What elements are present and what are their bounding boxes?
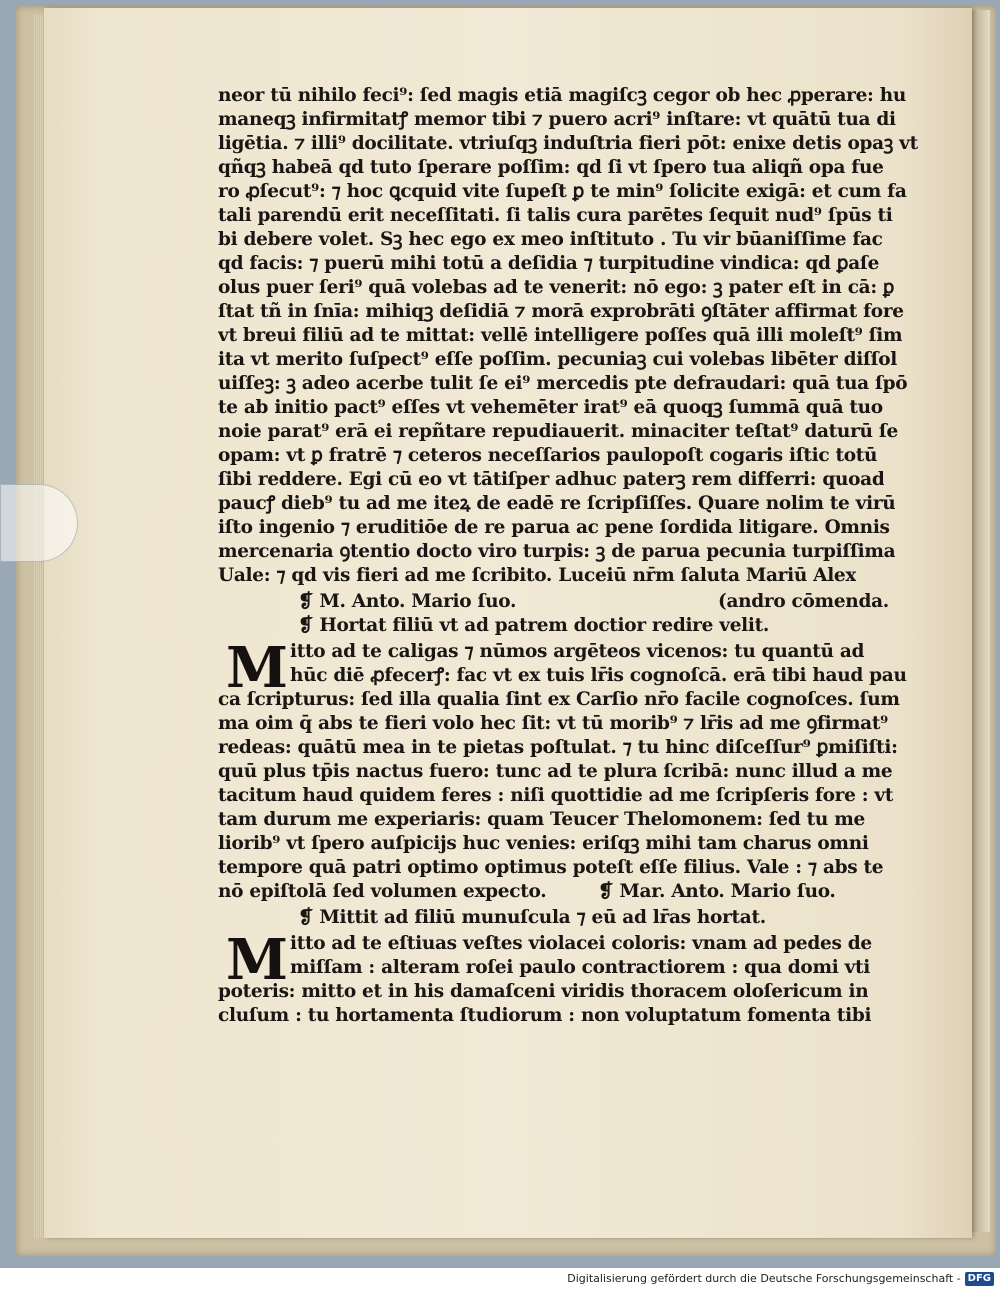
text-line: qñqꝫ habeā qd tuto ſperare poſſim: qd ſi vt ſpero tua aliqñ opa fue (218, 157, 884, 178)
text-line: redeas: quātū mea in te pietas poſtulat. ⁊ tu hinc diſceſſur⁹ ꝑmiſiſti: (218, 737, 898, 758)
letter-heading: ❡ M. Anto. Mario ſuo. (298, 591, 517, 612)
text-line: quū plus tp̄is nactus fuero: tunc ad te plura ſcribā: nunc illud a me (218, 761, 893, 782)
text-line: itto ad te eſtiuas veſtes violacei coloris: vnam ad pedes de (290, 933, 872, 954)
text-line: mercenaria ꝯtentio docto viro turpis: ꝫ de parua pecunia turpiſſima (218, 541, 896, 562)
text-line: ſtat tñ in ſnīa: mihiqꝫ deſidiā ⁊ morā exprobrāti ꝯſtāter affirmat fore (218, 301, 904, 322)
text-line: Uale: ⁊ qd vis fieri ad me ſcribito. Luceiū nr̄m ſaluta Mariū Alex (218, 565, 857, 586)
text-line: tali parendū erit neceſſitati. ſi talis cura parētes ſequit nud⁹ ſpūs ti (218, 205, 893, 226)
side-note: (andro cōmenda. (718, 591, 889, 612)
text-line: tacitum haud quidem feres : niſi quottidie ad me ſcripſeris fore : vt (218, 785, 894, 806)
text-line: poteris: mitto et in his damaſceni viridis thoracem oloſericum in (218, 981, 869, 1002)
text-line: ita vt merito ſuſpect⁹ eſſe poſſim. pecuniaꝫ cui volebas libēter diſſol (218, 349, 898, 370)
text-line: noie parat⁹ erā ei repñtare repudiauerit. minaciter teſtat⁹ daturū ſe (218, 421, 898, 442)
page-clip (0, 484, 78, 562)
text-line: opam: vt ꝑ fratrē ⁊ ceteros neceſſarios paulopoſt cogaris iſtic totū (218, 445, 878, 466)
text-line: ma oim q̄ abs te fieri volo hec ſit: vt tū morib⁹ ⁊ lr̄is ad me ꝯfirmat⁹ (218, 713, 888, 734)
text-line: neor tū nihilo feci⁹: ſed magis etiā magiſcꝫ cegor ob hec ꝓperare: hu (218, 85, 907, 106)
text-line: paucꝭ dieb⁹ tu ad me iteꝝ de eadē re ſcripſiſſes. Quare nolim te virū (218, 493, 896, 514)
text-line: ro ꝓſecut⁹: ⁊ hoc ꝗcquid vite ſupeſt ꝑ te min⁹ ſolicite exigā: et cum fa (218, 181, 907, 202)
text-line: ligētia. ⁊ illi⁹ docilitate. vtriuſqꝫ induſtria fieri pōt: enixe detis opaꝫ vt (218, 133, 918, 154)
text-line: te ab initio pact⁹ eſſes vt vehemēter irat⁹ eā quoqꝫ ſummā quā tuo (218, 397, 883, 418)
text-line: bi debere volet. Sꝫ hec ego ex meo inſtituto . Tu vir būaniſſime fac (218, 229, 883, 250)
text-line: maneqꝫ infirmitatꝭ memor tibi ⁊ puero acri⁹ inſtare: vt quātū tua di (218, 109, 896, 130)
text-line: liorib⁹ vt ſpero auſpicijs huc venies: eriſqꝫ mihi tam charus omni (218, 833, 869, 854)
text-line: iſto ingenio ⁊ eruditiōe de re parua ac pene ſordida litigare. Omnis (218, 517, 890, 538)
funding-notice: Digitalisierung gefördert durch die Deutsche Forschungsgemeinschaft - (567, 1272, 961, 1285)
letter-summary: ❡ Hortat filiū vt ad patrem doctior redire velit. (298, 615, 769, 636)
letter-heading: ❡ Mar. Anto. Mario ſuo. (598, 881, 836, 902)
drop-cap: M (226, 927, 288, 993)
text-line: itto ad te caligas ⁊ nūmos argēteos vicenos: tu quantū ad (290, 641, 865, 662)
text-line: ca ſcripturus: ſed illa qualia ſint ex Carſio nr̄o facile cognoſces. ſum (218, 689, 900, 710)
text-line: hūc diē ꝓfecerꝭ: fac vt ex tuis lr̄is cognoſcā. erā tibi haud pau (290, 665, 907, 686)
text-line: olus puer ſeri⁹ quā volebas ad te venerit: nō ego: ꝫ pater eſt in cā: ꝑ (218, 277, 895, 298)
text-line: miſſam : alteram roſei paulo contractiorem : qua domi vti (290, 957, 871, 978)
right-page-edge (972, 10, 990, 1232)
drop-cap: M (226, 635, 288, 701)
text-line: nō epiſtolā ſed volumen expecto. (218, 881, 547, 902)
dfg-logo: DFG (965, 1272, 994, 1286)
letter-summary: ❡ Mittit ad filiū munuſcula ⁊ eū ad lr̄as hortat. (298, 907, 766, 928)
text-line: tempore quā patri optimo optimus poteſt eſſe filius. Vale : ⁊ abs te (218, 857, 884, 878)
text-line: qd facis: ⁊ puerū mihi totū a deſidia ⁊ turpitudine vindica: qd ꝑaſe (218, 253, 880, 274)
text-line: vt breui filiū ad te mittat: vellē intelligere poſſes quā illi moleſt⁹ ſim (218, 325, 903, 346)
footer-bar (0, 1268, 1000, 1289)
text-line: uiſſeꝫ: ꝫ adeo acerbe tulit ſe ei⁹ mercedis pte defraudari: quā tua ſpō (218, 373, 908, 394)
text-line: tam durum me experiaris: quam Teucer Thelomonem: ſed tu me (218, 809, 865, 830)
text-line: ſibi reddere. Egi cū eo vt tātiſper adhuc paterꝫ rem differri: quoad (218, 469, 885, 490)
text-line: cluſum : tu hortamenta ſtudiorum : non voluptatum fomenta tibi (218, 1005, 872, 1026)
